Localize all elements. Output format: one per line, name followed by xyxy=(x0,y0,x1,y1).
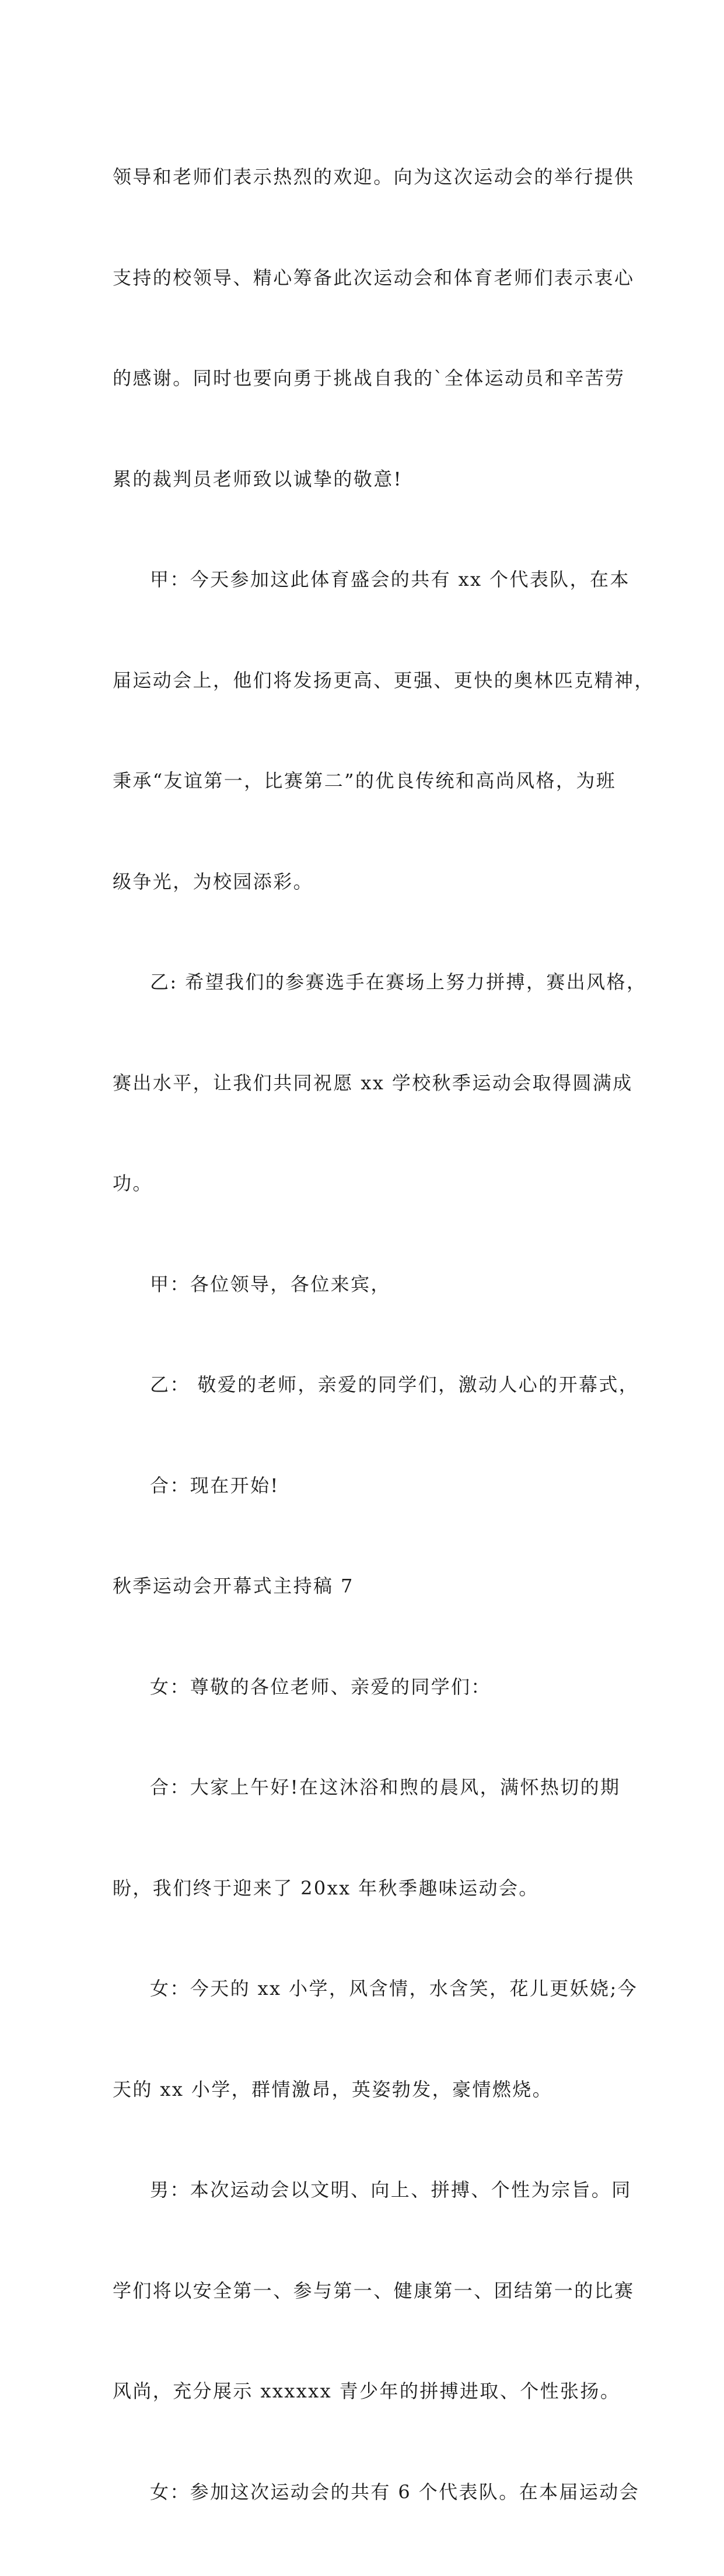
text-line: 天的 xx 小学，群情激昂，英姿勃发，豪情燃烧。 xyxy=(113,2078,553,2100)
text-line: 风尚，充分展示 xxxxxx 青少年的拼搏进取、个性张扬。 xyxy=(113,2380,621,2402)
section-title: 秋季运动会开幕式主持稿 7 xyxy=(113,1575,354,1597)
text-line: 学们将以安全第一、参与第一、健康第一、团结第一的比赛 xyxy=(113,2279,635,2302)
text-line: 功。 xyxy=(113,1172,153,1194)
text-line: 盼，我们终于迎来了 20xx 年秋季趣味运动会。 xyxy=(113,1876,539,1899)
text-line: 乙： 敬爱的老师，亲爱的同学们，激动人心的开幕式， xyxy=(150,1373,639,1396)
text-line: 女：参加这次运动会的共有 6 个代表队。在本届运动会 xyxy=(150,2480,640,2503)
text-line: 支持的校领导、精心筹备此次运动会和体育老师们表示衷心 xyxy=(113,266,635,289)
text-line: 甲：今天参加这此体育盛会的共有 xx 个代表队，在本 xyxy=(150,568,630,590)
text-line: 领导和老师们表示热烈的欢迎。向为这次运动会的举行提供 xyxy=(113,166,635,188)
text-line: 女：尊敬的各位老师、亲爱的同学们： xyxy=(150,1675,491,1698)
text-line: 赛出水平，让我们共同祝愿 xx 学校秋季运动会取得圆满成 xyxy=(113,1071,633,1094)
text-line: 男：本次运动会以文明、向上、拼搏、个性为宗旨。同 xyxy=(150,2179,632,2201)
text-line: 级争光，为校园添彩。 xyxy=(113,870,314,893)
text-line: 累的裁判员老师致以诚挚的敬意! xyxy=(113,467,403,490)
text-line: 女：今天的 xx 小学，风含情，水含笑，花儿更妖娆;今 xyxy=(150,1977,638,2000)
text-line: 合：大家上午好!在这沐浴和煦的晨风，满怀热切的期 xyxy=(150,1776,621,1798)
text-line: 乙: 希望我们的参赛选手在赛场上努力拼搏，赛出风格， xyxy=(150,971,647,993)
document-body xyxy=(113,93,655,2576)
text-line: 甲：各位领导，各位来宾， xyxy=(150,1273,391,1295)
text-line: 的感谢。同时也要向勇于挑战自我的`全体运动员和辛苦劳 xyxy=(113,367,625,389)
text-line: 合：现在开始! xyxy=(150,1474,279,1497)
text-line: 秉承“友谊第一，比赛第二”的优良传统和高尚风格，为班 xyxy=(113,770,617,792)
text-line: 届运动会上，他们将发扬更高、更强、更快的奥林匹克精神， xyxy=(113,669,655,691)
